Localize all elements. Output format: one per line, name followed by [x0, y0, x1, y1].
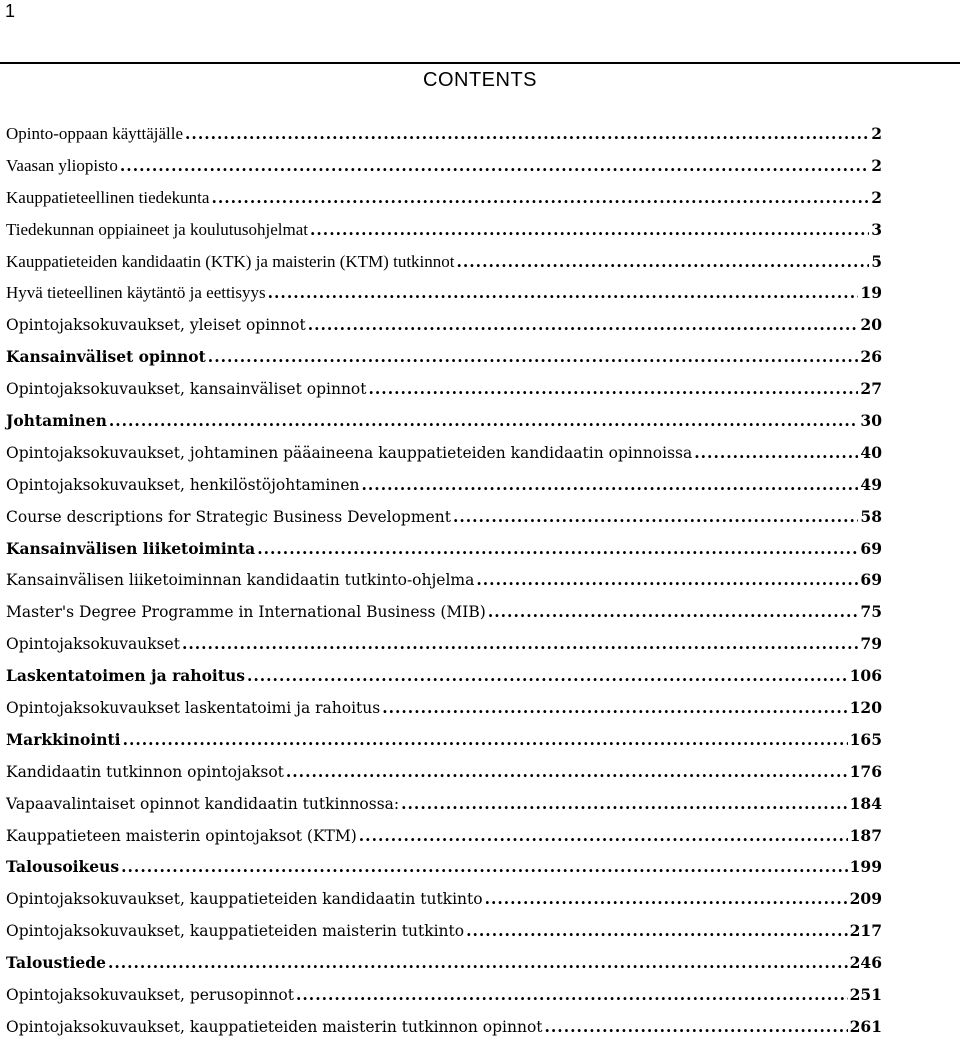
toc-entry[interactable]: [6, 501, 882, 533]
toc-entry[interactable]: [6, 118, 882, 150]
toc-entry[interactable]: [6, 820, 882, 852]
toc-dot-leader: [296, 979, 848, 1011]
toc-dot-leader: [268, 277, 859, 309]
toc-entry-page-number: 251: [849, 985, 882, 1005]
toc-entry-title: Master's Degree Programme in International Business (MIB): [6, 603, 486, 622]
toc-dot-leader: [109, 405, 859, 437]
toc-entry-title: Talousoikeus: [6, 857, 120, 877]
toc-entry-page-number: 75: [860, 602, 882, 622]
toc-entry-title: Kandidaatin tutkinnon opintojaksot: [6, 762, 284, 781]
toc-entry[interactable]: [6, 373, 882, 405]
toc-entry-page-number: 30: [860, 411, 882, 431]
toc-entry-page-number: 261: [849, 1016, 882, 1036]
toc-entry-page-number: 69: [860, 538, 882, 558]
toc-entry[interactable]: [6, 628, 882, 660]
toc-entry[interactable]: [6, 788, 882, 820]
toc-dot-leader: [382, 692, 847, 724]
toc-dot-leader: [286, 756, 848, 788]
toc-entry-page-number: 217: [849, 921, 882, 941]
page-number: 1: [5, 1, 16, 21]
toc-entry-page-number: 5: [871, 251, 882, 271]
toc-dot-leader: [185, 118, 869, 150]
toc-entry-title: Laskentatoimen ja rahoitus: [6, 666, 245, 686]
toc-dot-leader: [120, 150, 869, 182]
toc-dot-leader: [369, 373, 859, 405]
toc-entry-title: Opintojaksokuvaukset, henkilöstöjohtaminen: [6, 475, 360, 494]
toc-entry-page-number: 19: [860, 283, 882, 303]
toc-entry-page-number: 184: [849, 793, 882, 813]
toc-entry-title: Markkinointi: [6, 729, 121, 749]
toc-entry-title: Kansainväliset opinnot: [6, 347, 206, 367]
toc-entry-title: Kauppatieteellinen tiedekunta: [6, 187, 210, 207]
toc-entry-page-number: 26: [860, 347, 882, 367]
toc-entry-title: Opintojaksokuvaukset, kansainväliset opinnot: [6, 380, 367, 399]
toc-entry[interactable]: [6, 724, 882, 756]
toc-dot-leader: [485, 883, 848, 915]
toc-entry[interactable]: [6, 309, 882, 341]
toc-entry-page-number: 20: [860, 315, 882, 335]
toc-dot-leader: [123, 724, 848, 756]
toc-entry-title: Taloustiede: [6, 953, 106, 973]
toc-entry-page-number: 106: [849, 666, 882, 686]
toc-entry-title: Opintojaksokuvaukset, kauppatieteiden kandidaatin tutkinto: [6, 890, 483, 909]
toc-dot-leader: [211, 182, 869, 214]
toc-entry-page-number: 176: [849, 761, 882, 781]
toc-entry[interactable]: [6, 405, 882, 437]
toc-entry[interactable]: [6, 883, 882, 915]
toc-entry-page-number: 3: [871, 219, 882, 239]
toc-dot-leader: [257, 533, 858, 565]
toc-entry-title: Kauppatieteiden kandidaatin (KTK) ja maisterin (KTM) tutkinnot: [6, 251, 455, 271]
toc-entry[interactable]: [6, 341, 882, 373]
top-rule: [0, 62, 960, 64]
toc-dot-leader: [453, 501, 858, 533]
toc-entry-title: Tiedekunnan oppiaineet ja koulutusohjelmat: [6, 219, 309, 239]
toc-entry-page-number: 27: [860, 379, 882, 399]
toc-entry-page-number: 199: [849, 857, 882, 877]
toc-entry-title: Opinto-oppaan käyttäjälle: [6, 124, 184, 143]
toc-entry-page-number: 120: [849, 698, 882, 718]
toc-dot-leader: [476, 564, 858, 596]
toc-entry-page-number: 40: [860, 442, 882, 462]
toc-entry-title: Hyvä tieteellinen käytäntö ja eettisyys: [6, 283, 266, 303]
toc-entry-title: Kansainvälisen liiketoiminnan kandidaatin tutkinto-ohjelma: [6, 571, 475, 590]
toc-entry[interactable]: [6, 150, 882, 182]
toc-entry-page-number: 69: [860, 570, 882, 590]
toc-dot-leader: [456, 246, 869, 278]
toc-dot-leader: [208, 341, 859, 373]
toc-entry[interactable]: [6, 915, 882, 947]
toc-entry-title: Course descriptions for Strategic Business Development: [6, 507, 451, 526]
toc-dot-leader: [247, 660, 848, 692]
toc-dot-leader: [108, 947, 848, 979]
toc-entry-page-number: 49: [860, 474, 882, 494]
toc-entry-title: Johtaminen: [6, 411, 107, 431]
toc-entry-page-number: 58: [860, 506, 882, 526]
toc-entry[interactable]: [6, 214, 882, 246]
toc-entry[interactable]: [6, 851, 882, 883]
toc-entry-title: Kansainvälisen liiketoiminta: [6, 538, 256, 558]
toc-entry[interactable]: [6, 533, 882, 565]
toc-dot-leader: [488, 596, 859, 628]
toc-entry[interactable]: [6, 660, 882, 692]
toc-dot-leader: [545, 1011, 848, 1043]
toc-dot-leader: [694, 437, 858, 469]
toc-entry[interactable]: [6, 246, 882, 278]
toc-entry[interactable]: [6, 564, 882, 596]
toc-entry[interactable]: [6, 596, 882, 628]
toc-entry[interactable]: [6, 979, 882, 1011]
toc-entry-title: Vapaavalintaiset opinnot kandidaatin tutkinnossa:: [6, 794, 400, 813]
toc-entry[interactable]: [6, 947, 882, 979]
toc-entry-title: Opintojaksokuvaukset, kauppatieteiden maisterin tutkinto: [6, 922, 465, 941]
toc-entry-page-number: 165: [849, 729, 882, 749]
contents-heading: CONTENTS: [423, 69, 537, 91]
toc-dot-leader: [401, 788, 848, 820]
toc-entry-title: Opintojaksokuvaukset: [6, 635, 180, 654]
toc-entry-page-number: 79: [860, 634, 882, 654]
toc-entry-page-number: 209: [849, 889, 882, 909]
toc-entry[interactable]: [6, 469, 882, 501]
toc-dot-leader: [466, 915, 848, 947]
toc-entry[interactable]: [6, 182, 882, 214]
table-of-contents: [6, 118, 882, 1043]
toc-dot-leader: [308, 309, 859, 341]
toc-entry-title: Opintojaksokuvaukset, johtaminen pääaineena kauppatieteiden kandidaatin opinnoissa: [6, 443, 693, 462]
toc-entry-page-number: 2: [871, 124, 882, 143]
toc-entry-title: Opintojaksokuvaukset, perusopinnot: [6, 986, 294, 1005]
toc-entry-page-number: 246: [849, 953, 882, 973]
toc-dot-leader: [359, 820, 848, 852]
toc-entry[interactable]: [6, 692, 882, 724]
toc-entry[interactable]: [6, 437, 882, 469]
toc-entry-page-number: 187: [849, 825, 882, 845]
toc-entry-page-number: 2: [871, 187, 882, 207]
toc-entry-title: Opintojaksokuvaukset, yleiset opinnot: [6, 316, 306, 335]
toc-entry-title: Opintojaksokuvaukset laskentatoimi ja rahoitus: [6, 699, 381, 718]
toc-dot-leader: [362, 469, 859, 501]
toc-entry-title: Kauppatieteen maisterin opintojaksot (KTM): [6, 826, 357, 845]
toc-dot-leader: [121, 851, 848, 883]
toc-entry[interactable]: [6, 756, 882, 788]
toc-entry[interactable]: [6, 277, 882, 309]
toc-entry-page-number: 2: [871, 155, 882, 175]
toc-dot-leader: [182, 628, 858, 660]
toc-entry-title: Opintojaksokuvaukset, kauppatieteiden maisterin tutkinnon opinnot: [6, 1017, 543, 1036]
toc-dot-leader: [310, 214, 869, 246]
toc-entry[interactable]: [6, 1011, 882, 1043]
toc-entry-title: Vaasan yliopisto: [6, 155, 118, 175]
